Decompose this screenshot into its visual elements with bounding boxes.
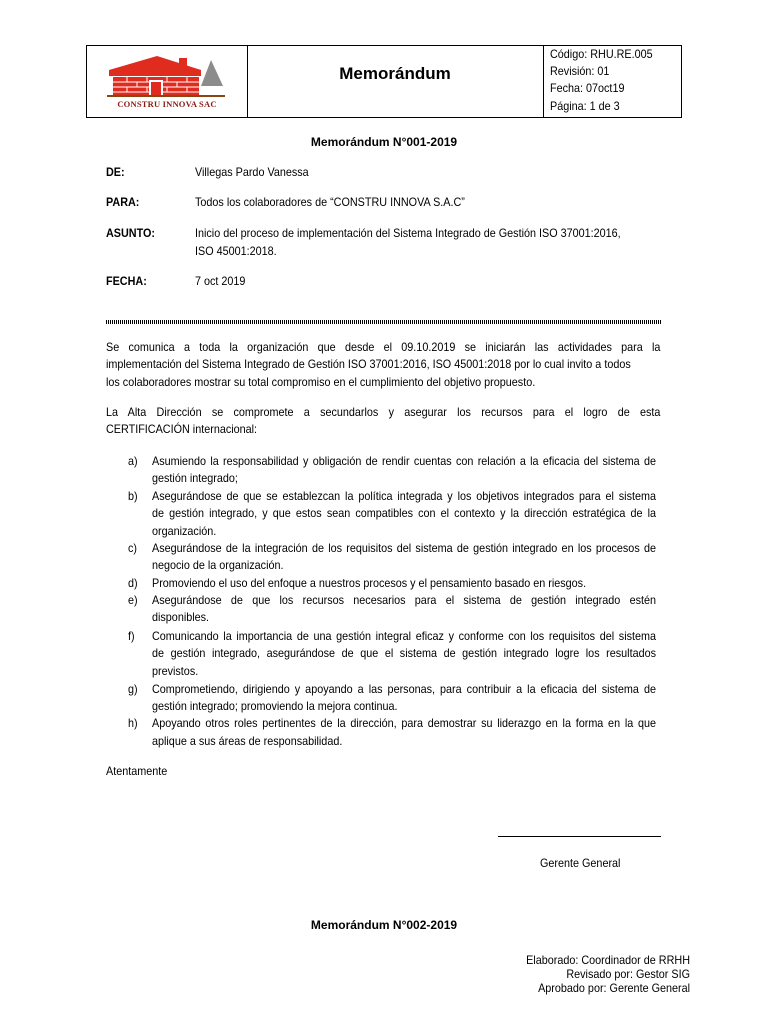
- list-item-letter: h): [128, 716, 138, 730]
- title-cell: [247, 46, 544, 117]
- list-item-line: Comunicando la importancia de una gestión integral eficaz y conforme con los requisitos del sistema: [152, 629, 656, 643]
- header-table: [86, 45, 682, 118]
- meta-cell: [544, 46, 682, 117]
- list-item-line: Asegurándose de que los recursos necesarios para el sistema de gestión integrado estén: [152, 593, 656, 607]
- list-item-line: negocio de la organización.: [152, 558, 284, 572]
- paragraph-1-line-3: los colaboradores mostrar su total compromiso en el cumplimiento del objetivo propuesto.: [106, 375, 536, 389]
- paragraph-2-line-2: CERTIFICACIÓN internacional:: [106, 422, 258, 436]
- list-item-letter: c): [128, 541, 137, 555]
- list-item-letter: a): [128, 454, 138, 468]
- signer-title: Gerente General: [540, 856, 621, 870]
- list-item-line: gestión integrado; promoviendo la mejora continua.: [152, 699, 398, 713]
- list-item-letter: g): [128, 682, 138, 696]
- paragraph-2-line-1: La Alta Dirección se compromete a secundarlos y asegurar los recursos para el logro de esta: [106, 405, 661, 419]
- list-item-letter: b): [128, 489, 138, 503]
- signature-line: [498, 836, 661, 837]
- list-item-line: de gestión integrado, y que estos sean compatibles con el contexto y la dirección estratégica de la: [152, 506, 656, 520]
- list-item-letter: d): [128, 576, 138, 590]
- list-item-letter: e): [128, 593, 138, 607]
- prepared-by: Elaborado: Coordinador de RRHH: [526, 953, 690, 967]
- memo-number: Memorándum N°001-2019: [310, 135, 458, 149]
- reviewed-by: Revisado por: Gestor SIG: [566, 967, 690, 981]
- date-text: Fecha: 07oct19: [550, 81, 625, 95]
- next-memo-number: Memorándum N°002-2019: [310, 918, 458, 932]
- to-label: PARA:: [106, 195, 140, 209]
- subject-label: ASUNTO:: [106, 226, 156, 240]
- revision-text: Revisión: 01: [550, 64, 610, 78]
- page-number-text: Página: 1 de 3: [550, 99, 620, 113]
- code-text: Código: RHU.RE.005: [550, 47, 653, 61]
- closing-text: Atentamente: [106, 764, 168, 778]
- subject-line-1: Inicio del proceso de implementación del Sistema Integrado de Gestión ISO 37001:2016,: [195, 226, 621, 240]
- logo-cell: [87, 46, 248, 117]
- list-item-line: gestión integrado;: [152, 471, 238, 485]
- logo-text: CONSTRU INNOVA SAC: [117, 99, 217, 109]
- list-item-line: aplique a sus áreas de responsabilidad.: [152, 734, 343, 748]
- approved-by: Aprobado por: Gerente General: [538, 981, 690, 995]
- date-label: FECHA:: [106, 274, 147, 288]
- document-title: Memorándum: [339, 64, 451, 83]
- date-value: 7 oct 2019: [195, 274, 246, 288]
- subject-line-2: ISO 45001:2018.: [195, 244, 277, 258]
- list-item-line: Comprometiendo, dirigiendo y apoyando a las personas, para contribuir a la eficacia del sistema de: [152, 682, 656, 696]
- list-item-line: previstos.: [152, 664, 199, 678]
- from-label: DE:: [106, 165, 125, 179]
- list-item-line: Asegurándose de la integración de los requisitos del sistema de gestión integrado en los procesos de: [152, 541, 656, 555]
- to-value: Todos los colaboradores de “CONSTRU INNOVA S.A.C”: [195, 195, 465, 209]
- list-item-line: de gestión integrado, asegurándose de que el sistema de gestión integrado logre los resultados: [152, 646, 656, 660]
- from-value: Villegas Pardo Vanessa: [195, 165, 309, 179]
- list-item-line: organización.: [152, 524, 217, 538]
- list-item-line: disponibles.: [152, 610, 210, 624]
- list-item-letter: f): [128, 629, 135, 643]
- list-item-line: Apoyando otros roles pertinentes de la dirección, para demostrar su liderazgo en la forma en la que: [152, 716, 656, 730]
- list-item-line: Asumiendo la responsabilidad y obligación de rendir cuentas con relación a la eficacia del sistema de: [152, 454, 656, 468]
- list-item-line: Promoviendo el uso del enfoque a nuestros procesos y el pensamiento basado en riesgos.: [152, 576, 587, 590]
- paragraph-1-line-1: Se comunica a toda la organización que desde el 09.10.2019 se iniciarán las actividades para la: [106, 340, 661, 354]
- separator-rule: [106, 320, 661, 324]
- list-item-line: Asegurándose de que se establezcan la política integrada y los objetivos integrados para el sistema: [152, 489, 656, 503]
- paragraph-1-line-2: implementación del Sistema Integrado de Gestión ISO 37001:2016, ISO 45001:2018 por lo cual invito a todos: [106, 357, 631, 371]
